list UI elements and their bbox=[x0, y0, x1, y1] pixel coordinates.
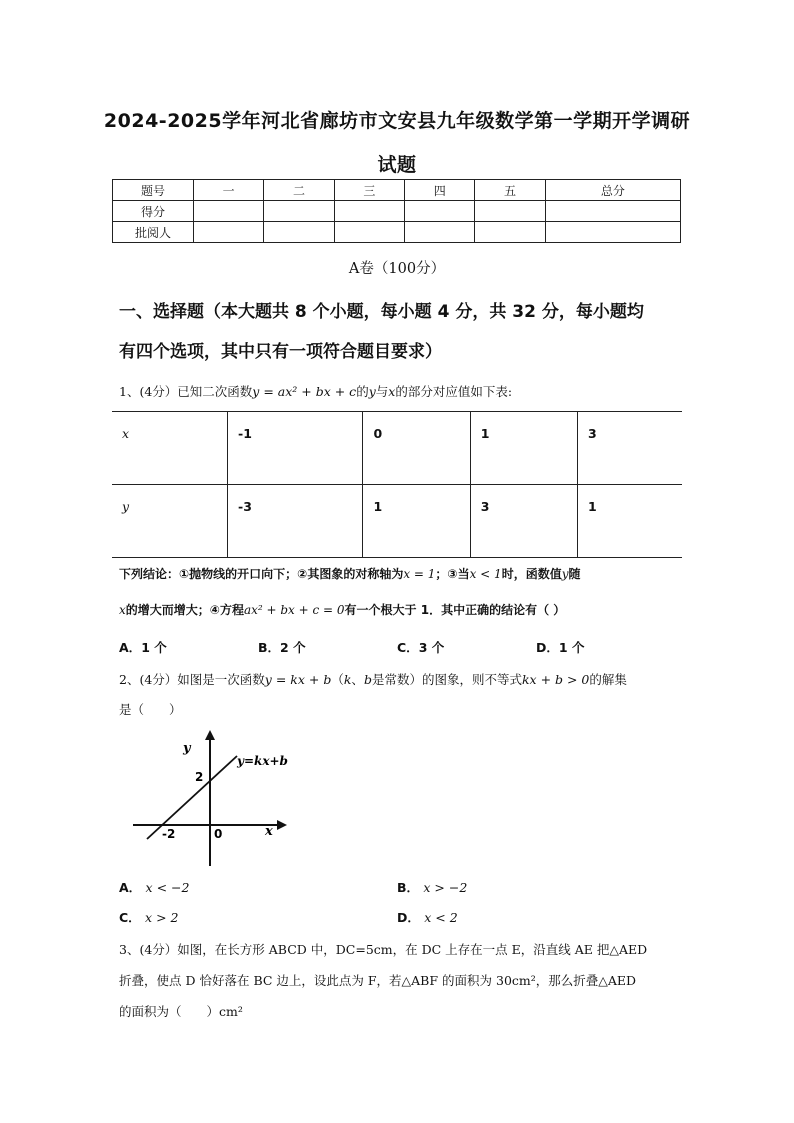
q1-middle: 的 bbox=[356, 384, 369, 399]
q1-suffix: 的部分对应值如下表: bbox=[395, 384, 513, 399]
x-axis-arrow-icon bbox=[277, 820, 287, 830]
score-cell[interactable] bbox=[334, 222, 404, 243]
score-cell[interactable] bbox=[545, 222, 680, 243]
score-cell[interactable] bbox=[405, 222, 475, 243]
question-2-stem bbox=[119, 670, 627, 688]
section-heading-line2: 有四个选项，其中只有一项符合题目要求） bbox=[119, 342, 442, 362]
q2-text: 2、(4分）如图是一次函数 bbox=[119, 672, 265, 687]
q2-option-b[interactable] bbox=[397, 878, 467, 896]
score-header-cell: 三 bbox=[334, 180, 404, 201]
q1-option-b[interactable] bbox=[258, 638, 306, 656]
q1-y-value: 1 bbox=[577, 485, 682, 558]
volume-label: A卷（100分） bbox=[348, 261, 446, 277]
score-header-cell: 二 bbox=[264, 180, 334, 201]
q1-var-x: x bbox=[388, 384, 396, 399]
y-intercept-label: 2 bbox=[195, 770, 204, 784]
q1-formula: y = ax² + bx + c bbox=[252, 384, 357, 399]
q1-mid2: 与 bbox=[375, 384, 389, 399]
question-3-line3: 的面积为（ ）cm² bbox=[119, 1004, 243, 1019]
score-cell[interactable] bbox=[475, 222, 545, 243]
question-3-line1: 3、(4分）如图，在长方形 ABCD 中，DC=5cm，在 DC 上存在一点 E，沿直线 AE 把△AED bbox=[119, 942, 648, 957]
question-3-line2: 折叠，使点 D 恰好落在 BC 边上，设此点为 F，若△ABF 的面积为 30cm²，那么折叠△AED bbox=[119, 973, 637, 988]
q2-text: 是常数）的图象，则不等式 bbox=[371, 672, 522, 687]
score-cell[interactable] bbox=[545, 201, 680, 222]
q1-y-value: -3 bbox=[228, 485, 363, 558]
section-heading: 一、选择题（本大题共 8 个小题，每小题 4 分，共 32 分，每小题均 bbox=[119, 302, 644, 322]
score-table-header-row bbox=[113, 180, 681, 201]
q2-text: 、 bbox=[351, 672, 364, 687]
q1-text: ；③当 bbox=[435, 567, 470, 581]
score-header-cell: 四 bbox=[405, 180, 475, 201]
q1-y-label: y bbox=[112, 485, 228, 558]
score-row-label: 得分 bbox=[113, 201, 194, 222]
q1-x-value: 0 bbox=[363, 412, 470, 485]
score-row-label: 批阅人 bbox=[113, 222, 194, 243]
score-table-row bbox=[113, 201, 681, 222]
q1-math: ax² + bx + c = 0 bbox=[243, 603, 345, 617]
q2-math: b bbox=[363, 672, 372, 687]
line-kx-plus-b bbox=[147, 756, 237, 839]
q1-y-row bbox=[112, 485, 682, 558]
score-cell[interactable] bbox=[475, 201, 545, 222]
option-text: x > 2 bbox=[145, 910, 179, 925]
q1-y-value: 1 bbox=[363, 485, 470, 558]
q1-option-c[interactable] bbox=[397, 638, 444, 656]
q1-math: x bbox=[119, 603, 126, 617]
q2-math: y = kx + b bbox=[264, 672, 332, 687]
q1-x-row bbox=[112, 412, 682, 485]
option-text: 1 个 bbox=[141, 640, 167, 655]
q1-text: 下列结论：①抛物线的开口向下；②其图象的对称轴为 bbox=[119, 567, 404, 581]
score-cell[interactable] bbox=[194, 201, 264, 222]
q1-x-value: -1 bbox=[228, 412, 363, 485]
line-label: y=kx+b bbox=[237, 754, 288, 768]
q1-conclusions-line1 bbox=[119, 565, 581, 582]
q2-linear-graph bbox=[125, 728, 295, 870]
page-title: 2024-2025学年河北省廊坊市文安县九年级数学第一学期开学调研 bbox=[103, 110, 691, 132]
x-intercept-label: -2 bbox=[162, 827, 176, 841]
option-label: D． bbox=[397, 910, 420, 925]
option-text: 2 个 bbox=[280, 640, 306, 655]
option-label: C． bbox=[397, 640, 419, 655]
q1-x-label: x bbox=[112, 412, 228, 485]
option-text: x < 2 bbox=[424, 910, 458, 925]
origin-label: 0 bbox=[214, 827, 223, 841]
q2-text: （ bbox=[331, 672, 344, 687]
score-table-row bbox=[113, 222, 681, 243]
q1-text: 有一个根大于 1．其中正确的结论有（ ） bbox=[344, 603, 566, 617]
q2-text: 的解集 bbox=[589, 672, 627, 687]
score-cell[interactable] bbox=[194, 222, 264, 243]
q1-math: y bbox=[561, 567, 569, 581]
option-label: B． bbox=[397, 880, 420, 895]
question-1-stem bbox=[119, 382, 512, 400]
option-label: D． bbox=[536, 640, 559, 655]
q1-text: 时，函数值 bbox=[501, 567, 562, 581]
q1-math: x < 1 bbox=[469, 567, 502, 581]
option-label: A． bbox=[119, 880, 142, 895]
q1-math: x = 1 bbox=[403, 567, 436, 581]
q1-option-d[interactable] bbox=[536, 638, 584, 656]
option-text: x < −2 bbox=[145, 880, 190, 895]
x-axis-label: x bbox=[265, 824, 273, 839]
score-cell[interactable] bbox=[405, 201, 475, 222]
option-label: B． bbox=[258, 640, 281, 655]
option-text: 3 个 bbox=[418, 640, 445, 655]
q2-math: kx + b > 0 bbox=[521, 672, 590, 687]
q1-x-value: 1 bbox=[470, 412, 577, 485]
option-label: C． bbox=[119, 910, 141, 925]
score-cell[interactable] bbox=[264, 222, 334, 243]
score-table bbox=[112, 179, 681, 243]
score-cell[interactable] bbox=[264, 201, 334, 222]
q1-var-y: y bbox=[368, 384, 376, 399]
q2-option-c[interactable] bbox=[119, 908, 178, 926]
option-label: A． bbox=[119, 640, 142, 655]
option-text: x > −2 bbox=[423, 880, 468, 895]
score-cell[interactable] bbox=[334, 201, 404, 222]
score-header-cell: 题号 bbox=[113, 180, 194, 201]
q2-option-d[interactable] bbox=[397, 908, 458, 926]
page-title-line2: 试题 bbox=[377, 154, 417, 176]
q1-text: 的增大而增大；④方程 bbox=[125, 603, 244, 617]
question-2-stem-line2: 是（ ） bbox=[119, 702, 182, 717]
y-axis-label: y bbox=[183, 741, 191, 756]
q1-conclusions-line2 bbox=[119, 601, 565, 618]
q1-option-a[interactable] bbox=[119, 638, 167, 656]
score-header-cell: 总分 bbox=[545, 180, 680, 201]
q1-text: 随 bbox=[568, 567, 581, 581]
score-header-cell: 五 bbox=[475, 180, 545, 201]
option-text: 1 个 bbox=[558, 640, 585, 655]
score-header-cell: 一 bbox=[194, 180, 264, 201]
q1-value-table bbox=[112, 411, 682, 558]
q1-x-value: 3 bbox=[577, 412, 682, 485]
q1-y-value: 3 bbox=[470, 485, 577, 558]
q1-prefix: 1、(4分）已知二次函数 bbox=[119, 384, 253, 399]
y-axis-arrow-icon bbox=[205, 730, 215, 740]
q2-option-a[interactable] bbox=[119, 878, 189, 896]
q2-math: k bbox=[343, 672, 352, 687]
